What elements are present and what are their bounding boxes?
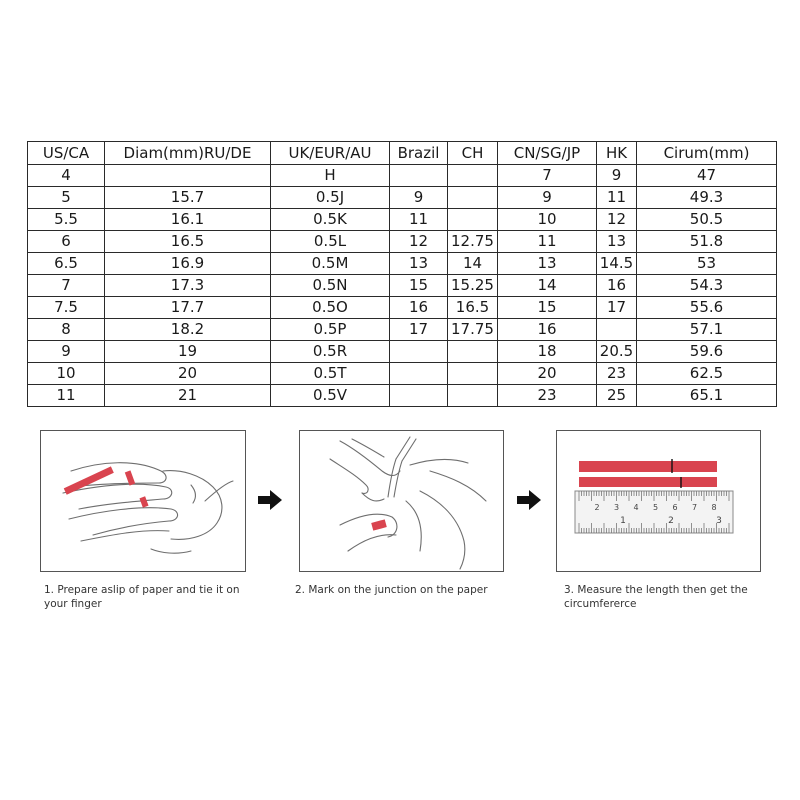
table-cell: 17.3: [105, 275, 271, 297]
ruler-measuring-strip-icon: [557, 431, 760, 571]
table-cell: 17: [597, 297, 637, 319]
ruler-cm-label: 3: [613, 503, 620, 512]
table-cell: 17.75: [448, 319, 498, 341]
table-cell: 9: [498, 187, 597, 209]
hand-with-paper-strip-icon: [41, 431, 245, 571]
table-cell: 17.7: [105, 297, 271, 319]
table-cell: 0.5V: [271, 385, 390, 407]
table-cell: 4: [28, 165, 105, 187]
table-row: [28, 187, 777, 209]
table-cell: 6.5: [28, 253, 105, 275]
arrow-right-icon: [258, 489, 282, 511]
table-cell: 9: [390, 187, 448, 209]
table-cell: 14: [498, 275, 597, 297]
table-cell: 14: [448, 253, 498, 275]
step-2-caption: 2. Mark on the junction on the paper: [295, 584, 488, 596]
table-row: [28, 385, 777, 407]
table-cell: 8: [28, 319, 105, 341]
table-cell: 11: [28, 385, 105, 407]
step-3-illustration: [556, 430, 761, 572]
table-cell: 11: [597, 187, 637, 209]
table-cell: [390, 363, 448, 385]
table-cell: 16: [390, 297, 448, 319]
ruler-cm-label: 4: [633, 503, 639, 512]
table-cell: 16: [597, 275, 637, 297]
table-row: [28, 209, 777, 231]
table-cell: 59.6: [637, 341, 777, 363]
table-cell: 62.5: [637, 363, 777, 385]
table-cell: 17: [390, 319, 448, 341]
table-cell: [448, 363, 498, 385]
table-cell: [448, 341, 498, 363]
step-3-caption: 3. Measure the length then get the circumfererce: [564, 584, 748, 610]
table-cell: 15.25: [448, 275, 498, 297]
table-cell: 11: [390, 209, 448, 231]
table-cell: 50.5: [637, 209, 777, 231]
ruler-cm-label: 8: [711, 503, 717, 512]
table-cell: [448, 385, 498, 407]
column-header: Cirum(mm): [637, 142, 777, 165]
table-cell: [390, 385, 448, 407]
step-1-caption: 1. Prepare aslip of paper and tie it on your finger: [44, 584, 240, 610]
ruler-cm-label: 2: [594, 503, 600, 512]
table-cell: 10: [28, 363, 105, 385]
column-header: Brazil: [390, 142, 448, 165]
table-cell: 13: [390, 253, 448, 275]
table-cell: 23: [498, 385, 597, 407]
table-cell: 7.5: [28, 297, 105, 319]
table-cell: 49.3: [637, 187, 777, 209]
table-cell: [105, 165, 271, 187]
table-cell: 65.1: [637, 385, 777, 407]
table-cell: [448, 165, 498, 187]
table-cell: 16: [498, 319, 597, 341]
table-cell: 16.9: [105, 253, 271, 275]
column-header: US/CA: [28, 142, 105, 165]
table-cell: 18: [498, 341, 597, 363]
table-cell: 16.1: [105, 209, 271, 231]
table-cell: [390, 341, 448, 363]
ruler-inch-label: 1: [620, 516, 626, 526]
table-cell: 0.5K: [271, 209, 390, 231]
paper-strip: [371, 519, 387, 530]
table-cell: 0.5R: [271, 341, 390, 363]
table-cell: 5.5: [28, 209, 105, 231]
table-cell: 9: [597, 165, 637, 187]
table-cell: 20.5: [597, 341, 637, 363]
column-header: HK: [597, 142, 637, 165]
ruler-inch-label: 3: [716, 516, 722, 526]
table-cell: 15.7: [105, 187, 271, 209]
table-cell: 23: [597, 363, 637, 385]
table-cell: 53: [637, 253, 777, 275]
step-1-illustration: [40, 430, 246, 572]
table-cell: 12.75: [448, 231, 498, 253]
table-cell: H: [271, 165, 390, 187]
ruler-cm-label: 7: [691, 503, 698, 512]
table-cell: 10: [498, 209, 597, 231]
table-cell: 19: [105, 341, 271, 363]
table-cell: 13: [597, 231, 637, 253]
table-row: [28, 297, 777, 319]
ruler-cm-label: 6: [672, 503, 678, 512]
table-cell: 47: [637, 165, 777, 187]
table-cell: 16.5: [105, 231, 271, 253]
table-row: [28, 165, 777, 187]
table-cell: 5: [28, 187, 105, 209]
column-header: UK/EUR/AU: [271, 142, 390, 165]
table-cell: 51.8: [637, 231, 777, 253]
table-cell: 20: [498, 363, 597, 385]
hand-marking-with-pen-icon: [300, 431, 503, 571]
table-cell: 0.5P: [271, 319, 390, 341]
ruler: [575, 491, 733, 533]
step-2-illustration: [299, 430, 504, 572]
column-header: CN/SG/JP: [498, 142, 597, 165]
table-cell: 7: [28, 275, 105, 297]
table-cell: 12: [390, 231, 448, 253]
table-cell: 25: [597, 385, 637, 407]
table-cell: 55.6: [637, 297, 777, 319]
table-cell: [448, 187, 498, 209]
table-cell: 12: [597, 209, 637, 231]
arrow-right-icon: [517, 489, 541, 511]
table-cell: 20: [105, 363, 271, 385]
table-cell: 54.3: [637, 275, 777, 297]
table-cell: 57.1: [637, 319, 777, 341]
table-cell: 9: [28, 341, 105, 363]
ruler-cm-label: 5: [652, 503, 659, 512]
table-cell: 15: [390, 275, 448, 297]
table-cell: 0.5M: [271, 253, 390, 275]
table-cell: 7: [498, 165, 597, 187]
paper-strip: [579, 477, 717, 487]
table-cell: 14.5: [597, 253, 637, 275]
table-cell: 18.2: [105, 319, 271, 341]
table-row: [28, 253, 777, 275]
table-row: [28, 363, 777, 385]
table-cell: 0.5N: [271, 275, 390, 297]
ruler-inch-label: 2: [668, 516, 674, 526]
table-cell: 13: [498, 253, 597, 275]
table-cell: [597, 319, 637, 341]
table-row: [28, 341, 777, 363]
table-header-row: [28, 142, 777, 165]
paper-strip: [579, 461, 717, 472]
table-cell: 0.5T: [271, 363, 390, 385]
table-cell: 0.5L: [271, 231, 390, 253]
ring-size-table: [27, 141, 777, 407]
table-cell: 11: [498, 231, 597, 253]
table-cell: 15: [498, 297, 597, 319]
table-row: [28, 231, 777, 253]
table-cell: 16.5: [448, 297, 498, 319]
table-cell: 6: [28, 231, 105, 253]
table-row: [28, 275, 777, 297]
column-header: Diam(mm)RU/DE: [105, 142, 271, 165]
table-cell: 0.5J: [271, 187, 390, 209]
table-cell: [390, 165, 448, 187]
column-header: CH: [448, 142, 498, 165]
table-row: [28, 319, 777, 341]
table-cell: 21: [105, 385, 271, 407]
table-cell: 0.5O: [271, 297, 390, 319]
table-cell: [448, 209, 498, 231]
